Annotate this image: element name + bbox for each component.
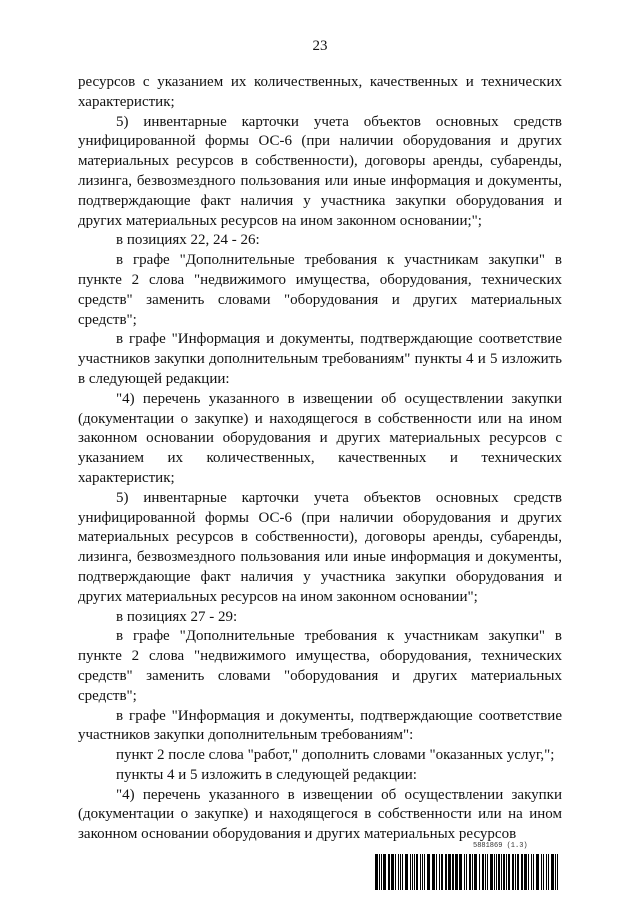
barcode-bar (533, 854, 534, 890)
barcode-bar (528, 854, 529, 890)
barcode-bar (464, 854, 465, 890)
barcode-bar (379, 854, 380, 890)
paragraph: в графе "Дополнительные требования к участникам закупки" в пункте 2 слова "недвижимого имущества, оборудования, технических средств" заменить словами "оборудования и других материальных средств"; (78, 628, 562, 704)
barcode-bar (375, 854, 378, 890)
barcode-bar (466, 854, 467, 890)
barcode-bar (536, 854, 539, 890)
barcode-bar (414, 854, 415, 890)
barcode-bar (439, 854, 440, 890)
page-number: 23 (312, 38, 328, 54)
barcode-bar (506, 854, 507, 890)
barcode-bar (482, 854, 484, 890)
barcode-bar (405, 854, 408, 890)
barcode-bar (474, 854, 477, 890)
paragraph: ресурсов с указанием их количественных, качественных и технических характеристик; (78, 74, 562, 110)
paragraph: 5) инвентарные карточки учета объектов основных средств унифицированной формы ОС-6 (при наличии оборудования и других материальных ресурсов в собственности), договоры аренды, субаренды, лизинга, безвозмездного пользования или иные информация и документы, подтверждающие факт наличия у участника закупки оборудования и других материальных ресурсов на ином законном основании;"; (78, 113, 562, 229)
barcode-caption: 5881869 (1.3) (473, 842, 528, 850)
barcode-bar (402, 854, 403, 890)
barcode-image (375, 854, 561, 890)
barcode-bar (420, 854, 421, 890)
barcode-bar (494, 854, 495, 890)
barcode-bar (452, 854, 454, 890)
barcode-bar (487, 854, 488, 890)
barcode-bar (410, 854, 411, 890)
barcode-bar (400, 854, 401, 890)
paragraph: в графе "Информация и документы, подтверждающие соответствие участников закупки дополнительным требованиям": (78, 707, 562, 744)
barcode-bar (395, 854, 396, 890)
barcode-bar (436, 854, 437, 890)
barcode-bar (422, 854, 423, 890)
paragraph: пункт 2 после слова "работ," дополнить словами "оказанных услуг,"; (116, 747, 555, 764)
paragraph: в графе "Информация и документы, подтверждающие соответствие участников закупки дополнительным требованиям" пункты 4 и 5 изложить в следующей редакции: (78, 331, 562, 387)
barcode-bar (543, 854, 544, 890)
barcode-bar (391, 854, 394, 890)
barcode-bar (557, 854, 558, 890)
barcode-bar (427, 854, 430, 890)
body-text (78, 73, 562, 845)
barcode-bar (383, 854, 386, 890)
barcode-bar (555, 854, 556, 890)
barcode-bar (388, 854, 390, 890)
barcode-bar (448, 854, 451, 890)
barcode-bar (524, 854, 527, 890)
paragraph: в позициях 22, 24 - 26: (116, 232, 260, 249)
barcode-bar (455, 854, 458, 890)
paragraph: пункты 4 и 5 изложить в следующей редакции: (116, 766, 417, 783)
barcode-bar (517, 854, 519, 890)
barcode-bar (441, 854, 443, 890)
barcode-bar (515, 854, 516, 890)
barcode-bar (472, 854, 473, 890)
barcode-bar (503, 854, 505, 890)
barcode-bar (512, 854, 514, 890)
barcode-bar (416, 854, 418, 890)
barcode-bar (501, 854, 502, 890)
barcode-bar (490, 854, 493, 890)
barcode-bar (459, 854, 462, 890)
paragraph: 5) инвентарные карточки учета объектов основных средств унифицированной формы ОС-6 (при наличии оборудования и других материальных ресурсов в собственности), договоры аренды, субаренды, лизинга, безвозмездного пользования или иные информация и документы, подтверждающие факт наличия у участника закупки оборудования и других материальных ресурсов на ином законном основании"; (78, 489, 562, 605)
barcode-bar (424, 854, 425, 890)
barcode-bar (551, 854, 554, 890)
paragraph: в графе "Дополнительные требования к участникам закупки" в пункте 2 слова "недвижимого имущества, оборудования, технических средств" заменить словами "оборудования и других материальных средств"; (78, 252, 562, 328)
barcode-bar (469, 854, 471, 890)
barcode-bar (412, 854, 413, 890)
paragraph: "4) перечень указанного в извещении об осуществлении закупки (документации о закупке) и находящегося в собственности или на ином законном основании оборудования и других материальных ресурсов с указанием их количественных, качественных и технических характеристик; (78, 390, 562, 486)
barcode-bar (479, 854, 480, 890)
barcode-bar (508, 854, 510, 890)
barcode-bar (496, 854, 497, 890)
barcode-bar (531, 854, 532, 890)
barcode-bar (548, 854, 549, 890)
paragraph: в позициях 27 - 29: (116, 608, 238, 625)
barcode-bar (485, 854, 486, 890)
barcode-bar (498, 854, 500, 890)
barcode-bar (541, 854, 542, 890)
barcode-bar (546, 854, 547, 890)
barcode-bar (521, 854, 523, 890)
barcode-bar (398, 854, 399, 890)
barcode-bar (432, 854, 435, 890)
barcode-bar (381, 854, 382, 890)
paragraph: "4) перечень указанного в извещении об осуществлении закупки (документации о закупке) и находящегося в собственности или на ином законном основании оборудования и других материальных ресурсов (78, 786, 562, 843)
barcode-bar (445, 854, 447, 890)
